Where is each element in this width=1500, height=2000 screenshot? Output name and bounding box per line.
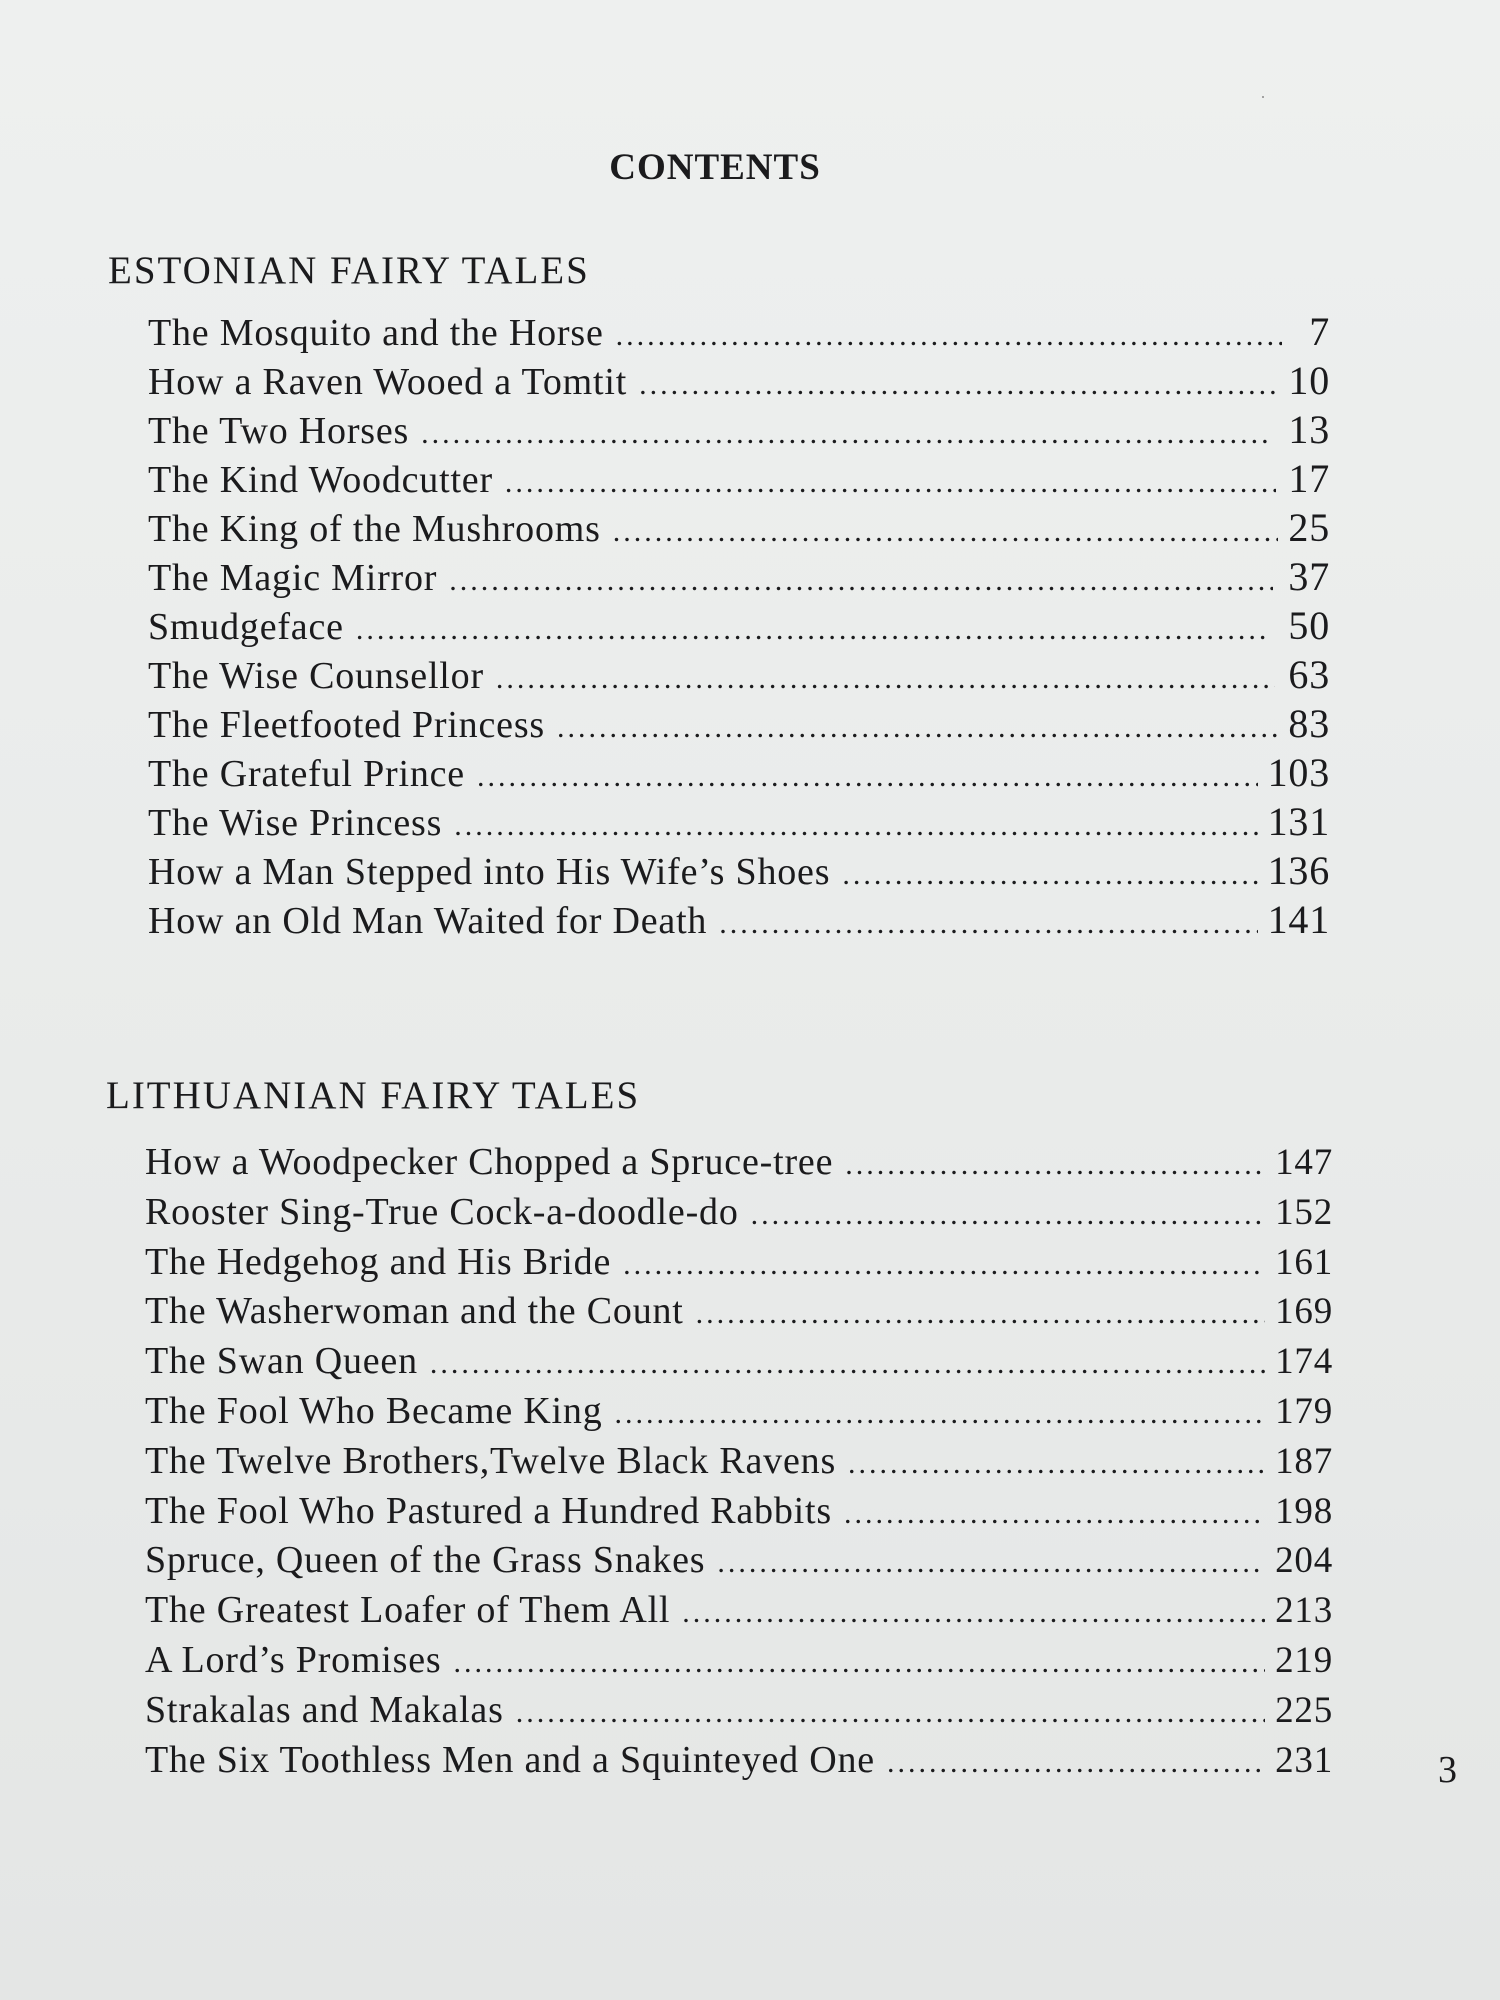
entry-page-number: 179 — [1275, 1390, 1333, 1432]
entry-page-number: 174 — [1275, 1341, 1333, 1383]
toc-list-lithuanian — [145, 1140, 1333, 1787]
dot-leader — [719, 907, 1257, 941]
entry-title: How a Man Stepped into His Wife’s Shoes — [148, 851, 831, 893]
toc-entry — [148, 553, 1330, 602]
dot-leader — [682, 1596, 1265, 1630]
entry-page-number: 225 — [1275, 1689, 1333, 1731]
entry-page-number: 131 — [1267, 799, 1330, 844]
dot-leader — [505, 466, 1276, 500]
dot-leader — [845, 1148, 1265, 1182]
entry-page-number: 63 — [1288, 652, 1330, 697]
toc-entry — [145, 1140, 1333, 1190]
dot-leader — [848, 1447, 1265, 1481]
toc-entry — [148, 700, 1330, 749]
entry-title: The Twelve Brothers,Twelve Black Ravens — [145, 1439, 837, 1482]
toc-entry — [148, 847, 1330, 896]
entry-title: The Two Horses — [148, 410, 410, 452]
toc-entry — [145, 1538, 1333, 1588]
entry-page-number: 17 — [1288, 456, 1330, 501]
entry-title: Smudgeface — [148, 606, 344, 648]
entry-title: The Swan Queen — [145, 1340, 418, 1383]
toc-entry — [145, 1389, 1333, 1439]
dot-leader — [842, 858, 1257, 892]
toc-entry — [145, 1688, 1333, 1738]
entry-page-number: 141 — [1267, 897, 1330, 942]
section-heading-lithuanian: LITHUANIAN FAIRY TALES — [106, 1074, 641, 1117]
dot-leader — [454, 809, 1257, 843]
dot-leader — [356, 613, 1268, 647]
entry-title: A Lord’s Promises — [145, 1638, 442, 1681]
dot-leader — [616, 319, 1282, 353]
entry-title: The Fleetfooted Princess — [148, 704, 545, 746]
entry-page-number: 152 — [1275, 1191, 1333, 1233]
entry-title: The Washerwoman and the Count — [145, 1290, 684, 1333]
entry-page-number: 50 — [1288, 603, 1330, 648]
entry-page-number: 219 — [1275, 1639, 1333, 1681]
toc-entry — [148, 504, 1330, 553]
entry-title: Spruce, Queen of the Grass Snakes — [145, 1539, 706, 1582]
entry-title: The Kind Woodcutter — [148, 459, 493, 501]
dot-leader — [449, 564, 1272, 598]
toc-entry — [145, 1439, 1333, 1489]
dot-leader — [717, 1546, 1265, 1580]
dot-leader — [887, 1746, 1265, 1780]
entry-page-number: 13 — [1288, 407, 1330, 452]
toc-entry — [148, 749, 1330, 798]
entry-page-number: 169 — [1275, 1291, 1333, 1333]
entry-page-number: 231 — [1275, 1739, 1333, 1781]
toc-entry — [145, 1588, 1333, 1638]
entry-page-number: 187 — [1275, 1440, 1333, 1482]
entry-page-number: 136 — [1267, 848, 1330, 893]
entry-page-number: 25 — [1288, 505, 1330, 550]
toc-entry — [145, 1190, 1333, 1240]
dot-leader — [623, 1248, 1265, 1282]
dot-leader — [430, 1347, 1265, 1381]
dot-leader — [844, 1497, 1265, 1531]
dot-leader — [639, 368, 1278, 402]
toc-entry — [145, 1738, 1333, 1788]
entry-title: The Magic Mirror — [148, 557, 438, 599]
entry-title: The King of the Mushrooms — [148, 508, 601, 550]
entry-page-number: 103 — [1267, 750, 1330, 795]
toc-entry — [148, 798, 1330, 847]
dot-leader — [496, 662, 1275, 696]
entry-title: The Wise Princess — [148, 802, 443, 844]
dot-leader — [421, 417, 1271, 451]
entry-title: Strakalas and Makalas — [145, 1688, 504, 1731]
toc-entry — [145, 1489, 1333, 1539]
dot-leader — [696, 1297, 1265, 1331]
entry-page-number: 10 — [1288, 358, 1330, 403]
toc-entry — [148, 455, 1330, 504]
page-title: CONTENTS — [609, 147, 821, 188]
dot-leader — [751, 1198, 1265, 1232]
toc-entry — [145, 1240, 1333, 1290]
toc-list-estonian — [148, 308, 1330, 945]
entry-title: Rooster Sing-True Cock-a-doodle-do — [145, 1190, 739, 1233]
entry-title: The Six Toothless Men and a Squinteyed One — [145, 1738, 875, 1781]
dot-leader — [557, 711, 1278, 745]
entry-page-number: 198 — [1275, 1490, 1333, 1532]
toc-entry — [145, 1289, 1333, 1339]
dot-leader — [615, 1397, 1266, 1431]
toc-entry — [145, 1638, 1333, 1688]
entry-page-number: 7 — [1309, 309, 1330, 354]
entry-page-number: 161 — [1275, 1241, 1333, 1283]
entry-title: The Grateful Prince — [148, 753, 465, 795]
toc-entry — [148, 896, 1330, 945]
entry-title: The Wise Counsellor — [148, 655, 484, 697]
entry-title: How a Raven Wooed a Tomtit — [148, 361, 628, 403]
entry-title: The Fool Who Pastured a Hundred Rabbits — [145, 1489, 832, 1532]
page-number: 3 — [1438, 1749, 1457, 1791]
section-heading-estonian: ESTONIAN FAIRY TALES — [108, 249, 590, 292]
paper-speck — [1262, 96, 1264, 98]
entry-title: How an Old Man Waited for Death — [148, 900, 708, 942]
toc-entry — [148, 308, 1330, 357]
entry-title: The Greatest Loafer of Them All — [145, 1589, 671, 1632]
entry-title: The Fool Who Became King — [145, 1389, 603, 1432]
entry-title: The Hedgehog and His Bride — [145, 1240, 612, 1283]
toc-entry — [148, 602, 1330, 651]
dot-leader — [613, 515, 1279, 549]
dot-leader — [516, 1696, 1265, 1730]
entry-page-number: 37 — [1288, 554, 1330, 599]
toc-entry — [145, 1339, 1333, 1389]
dot-leader — [477, 760, 1258, 794]
entry-page-number: 83 — [1288, 701, 1330, 746]
toc-entry — [148, 357, 1330, 406]
entry-page-number: 213 — [1275, 1590, 1333, 1632]
toc-entry — [148, 651, 1330, 700]
dot-leader — [454, 1646, 1266, 1680]
toc-entry — [148, 406, 1330, 455]
entry-page-number: 204 — [1275, 1540, 1333, 1582]
entry-title: The Mosquito and the Horse — [148, 312, 604, 354]
entry-page-number: 147 — [1275, 1142, 1333, 1183]
entry-title: How a Woodpecker Chopped a Spruce-tree — [145, 1141, 834, 1183]
